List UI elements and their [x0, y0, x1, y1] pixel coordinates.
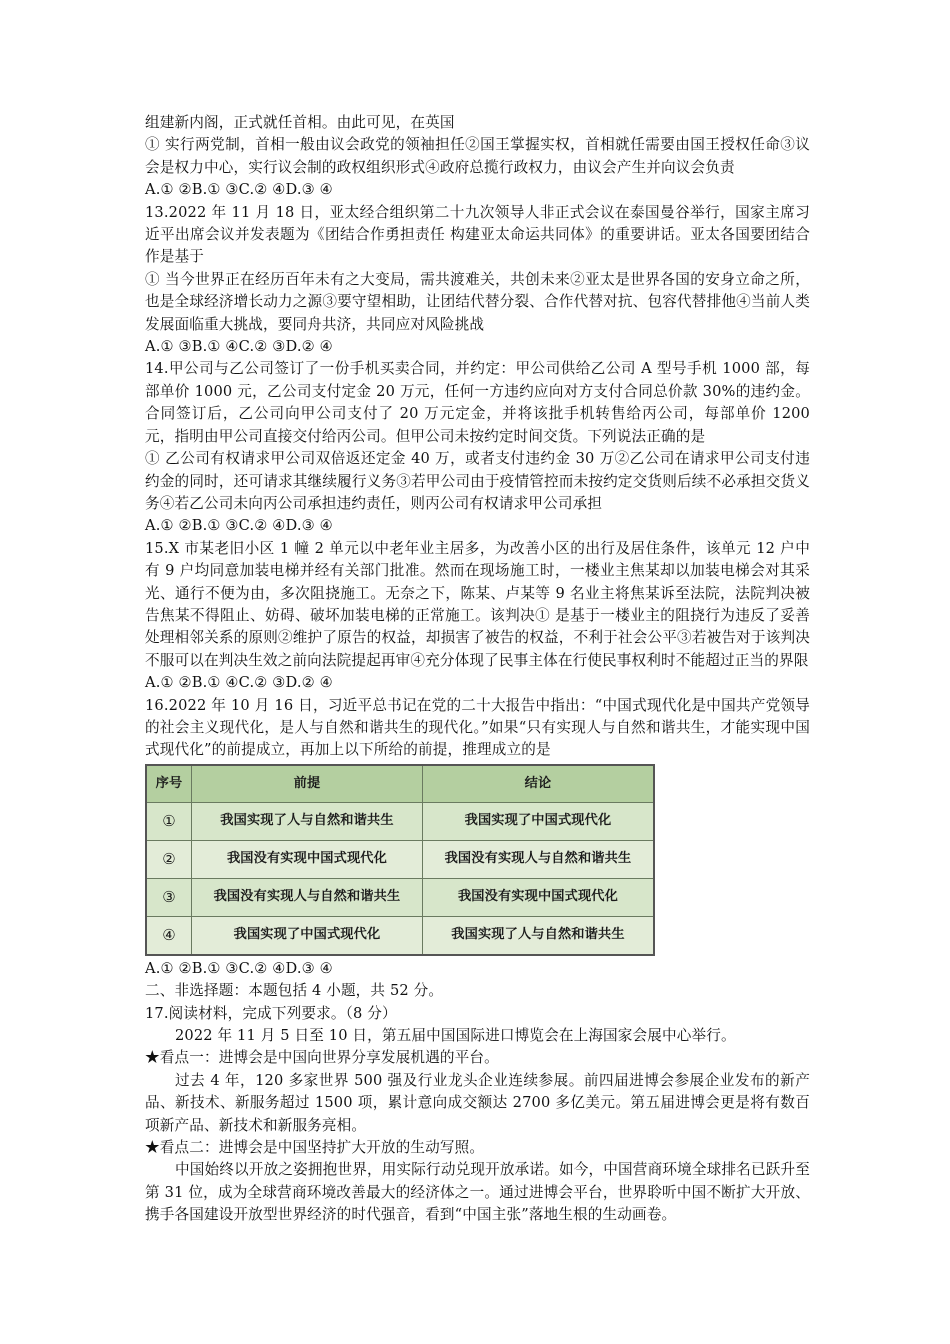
- table-cell-conclusion: 我国实现了中国式现代化: [422, 802, 654, 840]
- q13-stem: 13.2022 年 11 月 18 日，亚太经合组织第二十九次领导人非正式会议在泰国曼谷举行，国家主席习近平出席会议并发表题为《团结合作勇担责任 构建亚太命运共同体》的重要讲话。亚太各国要团结合作是基于: [145, 203, 810, 266]
- section-heading: 二、非选择题：本题包括 4 小题，共 52 分。: [145, 982, 444, 1000]
- table-cell-number: ④: [146, 916, 192, 955]
- q13-statements: ① 当今世界正在经历百年未有之大变局，需共渡难关，共创未来②亚太是世界各国的安身立命之所，也是全球经济增长动力之源③要守望相助，让团结代替分裂、合作代替对抗、包容代替排他④当前人类发展面临重大挑战，要同舟共济，共同应对风险挑战: [145, 270, 810, 333]
- table-cell-number: ①: [146, 802, 192, 840]
- q15-stem: 15.X 市某老旧小区 1 幢 2 单元以中老年业主居多，为改善小区的出行及居住条件，该单元 12 户中有 9 户均同意加装电梯并经有关部门批准。然而在现场施工时，一楼业主焦某却以加装电梯会对其采光、通行不便为由，多次阻挠施工。无奈之下，陈某、卢某等 9 名业主将焦某诉至法院，法院判决被告焦某不得阻止、妨碍、破坏加装电梯的正常施工。该判决① 是基于一楼业主的阻挠行为违反了妥善处理相邻关系的原则②维护了原告的权益，却损害了被告的权益，不利于社会公平③若被告对于该判决不服可以在判决生效之前向法院提起再审④充分体现了民事主体在行使民事权利时不能超过正当的界限: [145, 539, 810, 669]
- q15-options: A.① ②B.① ④C.② ③D.② ④: [145, 674, 333, 692]
- exam-page: [145, 112, 810, 1227]
- q14-statements: ① 乙公司有权请求甲公司双倍返还定金 40 万，或者支付违约金 30 万②乙公司在请求甲公司支付违约金的同时，还可请求其继续履行义务③若甲公司由于疫情管控而未按约定交货则后续不必承担交货义务④若乙公司未向丙公司承担违约责任，则丙公司有权请求甲公司承担: [145, 450, 810, 512]
- table-cell-conclusion: 我国没有实现人与自然和谐共生: [422, 840, 654, 878]
- q17-highlight: ★看点二：进博会是中国坚持扩大开放的生动写照。: [145, 1139, 485, 1157]
- q16-options: A.① ②B.① ③C.② ④D.③ ④: [145, 959, 333, 977]
- q16-stem: 16.2022 年 10 月 16 日，习近平总书记在党的二十大报告中指出：“中国式现代化是中国共产党领导的社会主义现代化，是人与自然和谐共生的现代化。”如果“只有实现人与自然和谐共生，才能实现中国式现代化”的前提成立，再加上以下所给的前提，推理成立的是: [145, 696, 810, 759]
- table-cell-premise: 我国实现了人与自然和谐共生: [192, 802, 423, 840]
- table-row: [146, 840, 654, 878]
- q14-options: A.① ②B.① ③C.② ④D.③ ④: [145, 517, 333, 535]
- table-row: [146, 916, 654, 955]
- table-row: [146, 802, 654, 840]
- q14-stem: 14.甲公司与乙公司签订了一份手机买卖合同，并约定：甲公司供给乙公司 A 型号手机 1000 部，每部单价 1000 元，乙公司支付定金 20 万元，任何一方违约应向对方支付合同总价款 30%的违约金。合同签订后，乙公司向甲公司支付了 20 万元定金，并将该批手机转售给丙公司，每部单价 1200 元，指明由甲公司直接交付给丙公司。但甲公司未按约定时间交货。下列说法正确的是: [145, 360, 810, 445]
- q17-stem: 17.阅读材料，完成下列要求。（8 分）: [145, 1004, 397, 1022]
- table-cell-conclusion: 我国实现了人与自然和谐共生: [422, 916, 654, 955]
- table-header: 序号: [146, 765, 192, 803]
- table-cell-premise: 我国没有实现中国式现代化: [192, 840, 423, 878]
- table-header-row: [146, 765, 654, 803]
- q17-paragraph: 2022 年 11 月 5 日至 10 日，第五届中国国际进口博览会在上海国家会展中心举行。: [175, 1027, 736, 1044]
- table-header: 结论: [422, 765, 654, 803]
- q16-table: [145, 764, 655, 956]
- q12-intro: 组建新内阁，正式就任首相。由此可见，在英国: [145, 114, 455, 131]
- table-cell-conclusion: 我国没有实现中国式现代化: [422, 878, 654, 916]
- q17-paragraph: 过去 4 年，120 多家世界 500 强及行业龙头企业连续参展。前四届进博会参展企业发布的新产品、新技术、新服务超过 1500 项，累计意向成交额达 2700 多亿美元。第五届进博会更是将有数百项新产品、新技术和新服务亮相。: [145, 1071, 810, 1134]
- table-cell-number: ③: [146, 878, 192, 916]
- q17-highlight: ★看点一：进博会是中国向世界分享发展机遇的平台。: [145, 1049, 499, 1067]
- q12-options: A.① ②B.① ③C.② ④D.③ ④: [145, 181, 333, 199]
- q13-options: A.① ③B.① ④C.② ③D.② ④: [145, 338, 333, 356]
- table-cell-number: ②: [146, 840, 192, 878]
- q17-paragraph: 中国始终以开放之姿拥抱世界，用实际行动兑现开放承诺。如今，中国营商环境全球排名已跃升至第 31 位，成为全球营商环境改善最大的经济体之一。通过进博会平台，世界聆听中国不断扩大开放、携手各国建设开放型世界经济的时代强音，看到“中国主张”落地生根的生动画卷。: [145, 1161, 810, 1224]
- table-cell-premise: 我国没有实现人与自然和谐共生: [192, 878, 423, 916]
- q12-statements: ① 实行两党制，首相一般由议会政党的领袖担任②国王掌握实权，首相就任需要由国王授权任命③议会是权力中心，实行议会制的政权组织形式④政府总揽行政权力，由议会产生并向议会负责: [145, 136, 810, 176]
- table-cell-premise: 我国实现了中国式现代化: [192, 916, 423, 955]
- table-row: [146, 878, 654, 916]
- table-header: 前提: [192, 765, 423, 803]
